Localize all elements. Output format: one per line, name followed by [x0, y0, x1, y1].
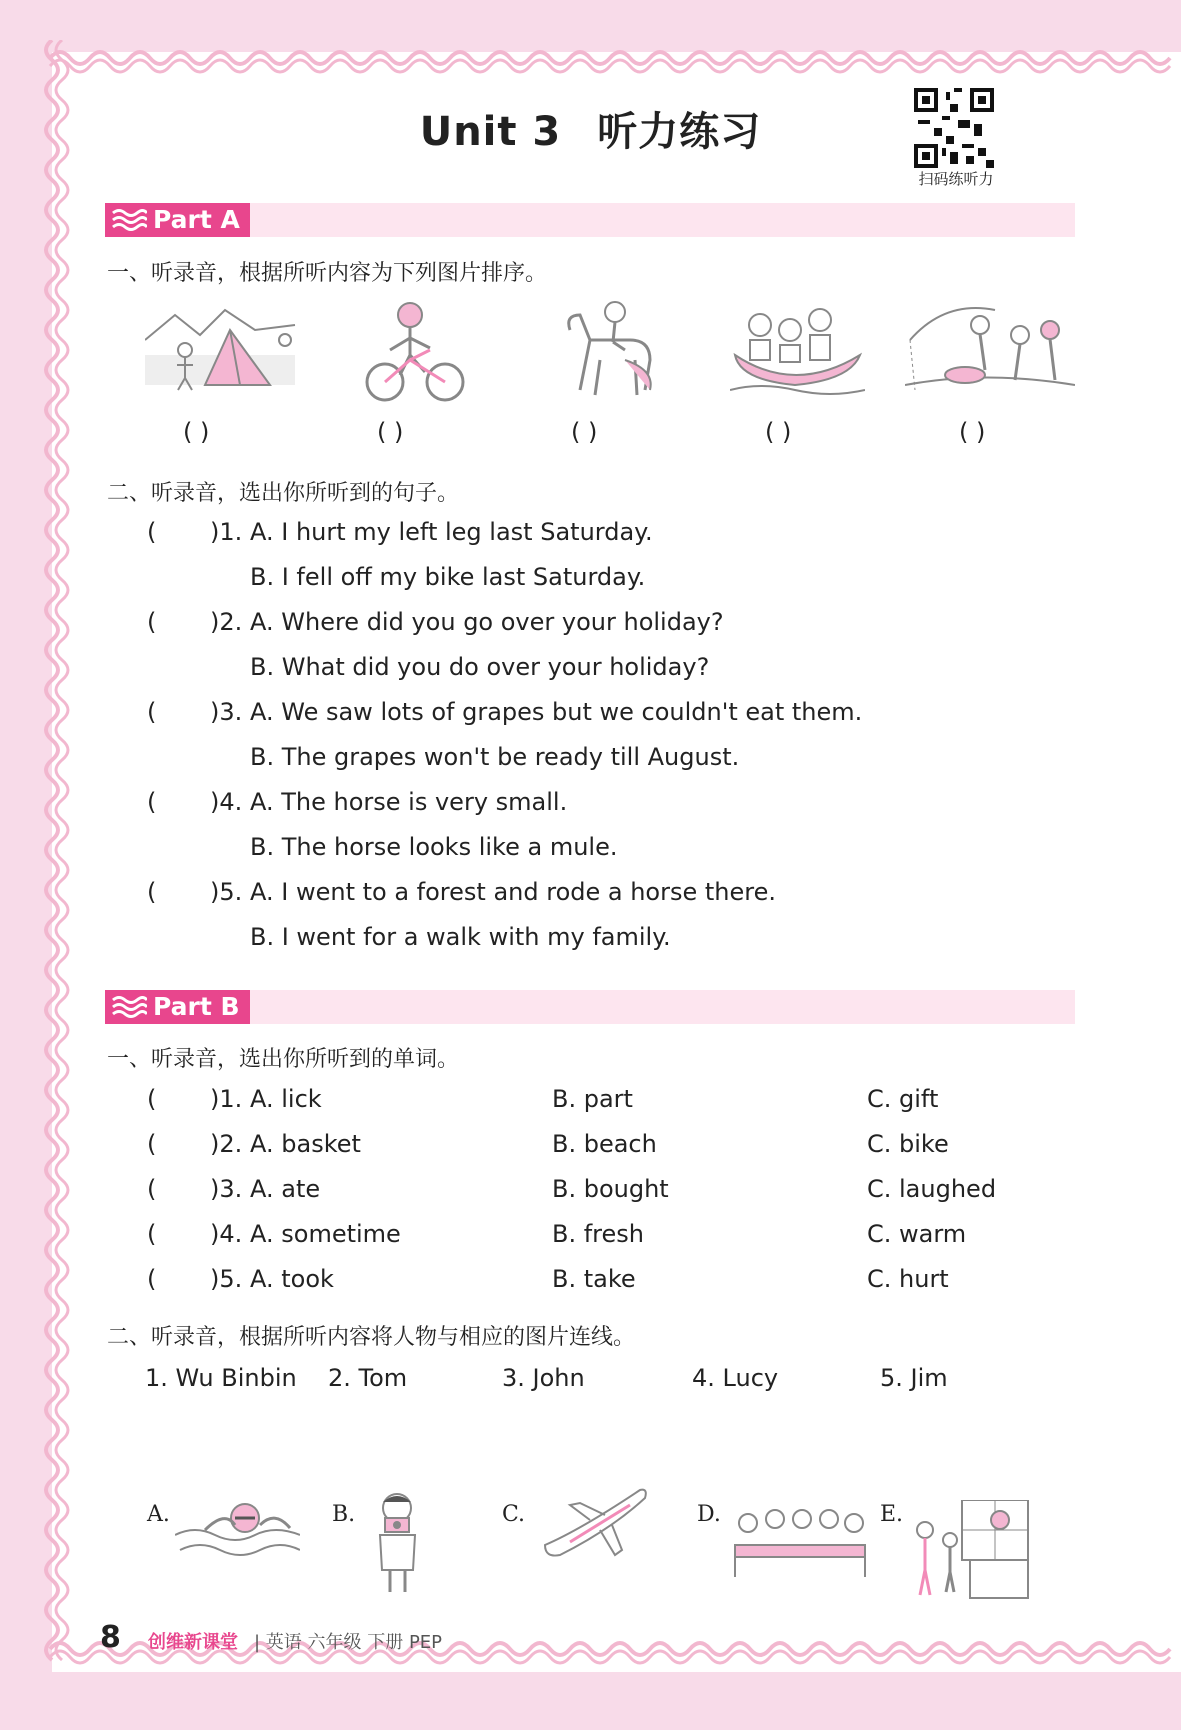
- answer-paren[interactable]: (: [147, 518, 157, 546]
- option-c: C. hurt: [867, 1265, 949, 1293]
- pic-label-e: E.: [880, 1502, 904, 1527]
- order-blank-2[interactable]: ( ): [377, 418, 404, 446]
- option-b: B. The grapes won't be ready till August.: [250, 743, 740, 771]
- item-number: )2.: [210, 608, 243, 636]
- part-b-bar: [105, 990, 1075, 1024]
- option-b: B. I went for a walk with my family.: [250, 923, 671, 951]
- order-blank-1[interactable]: ( ): [183, 418, 210, 446]
- part-b-q1-heading: 一、听录音，选出你所听到的单词。: [107, 1047, 460, 1072]
- answer-paren[interactable]: (: [147, 878, 157, 906]
- kitchen-family-icon[interactable]: [910, 1500, 1030, 1600]
- option-a: A. I hurt my left leg last Saturday.: [250, 518, 653, 546]
- part-a-tag: [105, 203, 250, 237]
- order-blank-4[interactable]: ( ): [765, 418, 792, 446]
- footer-brand: 创维新课堂: [148, 1632, 238, 1653]
- page-number: 8: [100, 1620, 121, 1655]
- item-number: )2.: [210, 1130, 243, 1158]
- option-b: B. part: [552, 1085, 633, 1113]
- option-a: A. I went to a forest and rode a horse there.: [250, 878, 776, 906]
- title-name: 听力练习: [597, 109, 762, 155]
- camping-tent-icon: [145, 300, 300, 395]
- answer-paren[interactable]: (: [147, 1220, 157, 1248]
- dining-group-icon[interactable]: [730, 1505, 870, 1580]
- part-a-q2-heading: 二、听录音，选出你所听到的句子。: [107, 481, 460, 506]
- person-john[interactable]: 3. John: [502, 1364, 585, 1392]
- option-a: A. Where did you go over your holiday?: [250, 608, 724, 636]
- option-c: C. gift: [867, 1085, 939, 1113]
- option-b: B. beach: [552, 1130, 657, 1158]
- wave-icon: [111, 995, 147, 1019]
- swimming-icon[interactable]: [175, 1490, 300, 1565]
- girl-horse-icon: [555, 300, 660, 405]
- item-number: )5.: [210, 878, 243, 906]
- page-title: [0, 100, 1181, 157]
- family-fishing-icon: [905, 300, 1075, 395]
- photographer-icon[interactable]: [365, 1490, 430, 1595]
- children-boat-icon: [730, 300, 865, 395]
- qr-label: 扫码练听力: [918, 170, 994, 188]
- item-number: )3.: [210, 1175, 243, 1203]
- person-lucy[interactable]: 4. Lucy: [692, 1364, 779, 1392]
- footer-info: | 英语 六年级 下册 PEP: [254, 1632, 443, 1653]
- option-a: A. The horse is very small.: [250, 788, 568, 816]
- option-b: B. The horse looks like a mule.: [250, 833, 618, 861]
- answer-paren[interactable]: (: [147, 1085, 157, 1113]
- wave-border-top: [0, 38, 1181, 78]
- item-number: )5.: [210, 1265, 243, 1293]
- part-b-label: Part B: [153, 992, 240, 1021]
- qr-code-icon[interactable]: [914, 88, 994, 168]
- option-b: B. bought: [552, 1175, 669, 1203]
- part-a-q1-heading: 一、听录音，根据所听内容为下列图片排序。: [107, 261, 548, 286]
- wave-border-left: [38, 40, 78, 1670]
- person-jim[interactable]: 5. Jim: [880, 1364, 948, 1392]
- item-number: )1.: [210, 518, 243, 546]
- option-a: A. basket: [250, 1130, 361, 1158]
- answer-paren[interactable]: (: [147, 1130, 157, 1158]
- answer-paren[interactable]: (: [147, 608, 157, 636]
- part-a-label: Part A: [153, 205, 240, 234]
- unit-label: Unit 3: [419, 109, 562, 155]
- part-b-q2-heading: 二、听录音，根据所听内容将人物与相应的图片连线。: [107, 1325, 636, 1350]
- item-number: )1.: [210, 1085, 243, 1113]
- option-b: B. fresh: [552, 1220, 644, 1248]
- pic-label-b: B.: [332, 1502, 356, 1527]
- option-a: A. sometime: [250, 1220, 401, 1248]
- person-tom[interactable]: 2. Tom: [328, 1364, 408, 1392]
- answer-paren[interactable]: (: [147, 698, 157, 726]
- option-c: C. laughed: [867, 1175, 997, 1203]
- answer-paren[interactable]: (: [147, 788, 157, 816]
- item-number: )4.: [210, 1220, 243, 1248]
- pic-label-c: C.: [502, 1502, 526, 1527]
- part-a-bar: [105, 203, 1075, 237]
- option-a: A. lick: [250, 1085, 322, 1113]
- person-wu-binbin[interactable]: 1. Wu Binbin: [145, 1364, 297, 1392]
- answer-paren[interactable]: (: [147, 1175, 157, 1203]
- airplane-icon[interactable]: [540, 1470, 650, 1565]
- option-b: B. I fell off my bike last Saturday.: [250, 563, 646, 591]
- option-c: C. bike: [867, 1130, 949, 1158]
- boy-bike-icon: [365, 300, 465, 405]
- option-b: B. What did you do over your holiday?: [250, 653, 710, 681]
- part-b-tag: [105, 990, 250, 1024]
- pic-label-a: A.: [147, 1502, 170, 1527]
- wave-icon: [111, 208, 147, 232]
- pic-label-d: D.: [697, 1502, 721, 1527]
- option-a: A. took: [250, 1265, 334, 1293]
- option-a: A. ate: [250, 1175, 321, 1203]
- order-blank-5[interactable]: ( ): [959, 418, 986, 446]
- option-c: C. warm: [867, 1220, 967, 1248]
- item-number: )4.: [210, 788, 243, 816]
- page-sheet: [52, 52, 1181, 1672]
- option-a: A. We saw lots of grapes but we couldn't eat them.: [250, 698, 863, 726]
- answer-paren[interactable]: (: [147, 1265, 157, 1293]
- order-blank-3[interactable]: ( ): [571, 418, 598, 446]
- item-number: )3.: [210, 698, 243, 726]
- option-b: B. take: [552, 1265, 636, 1293]
